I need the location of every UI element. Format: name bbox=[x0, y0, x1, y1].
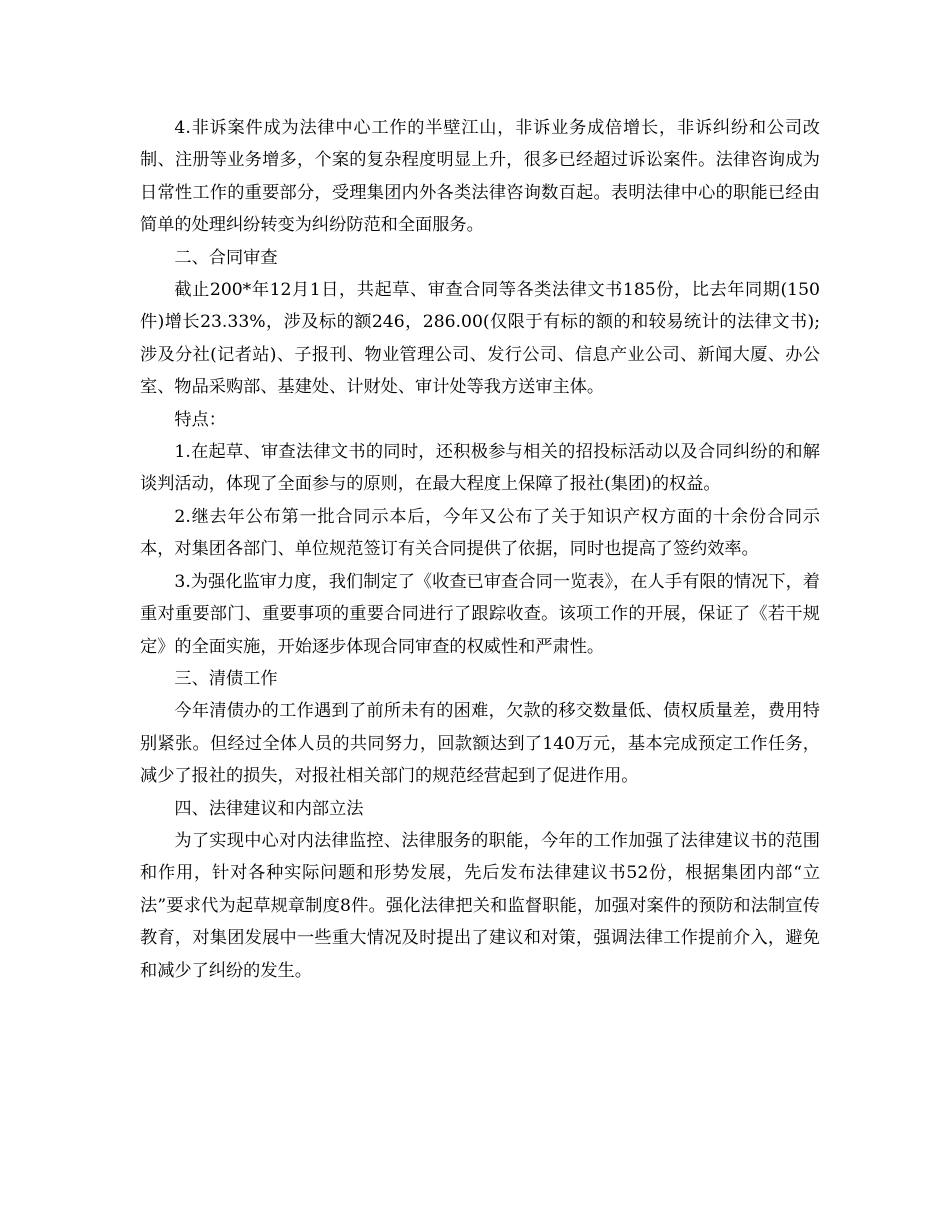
paragraph-feature-1: 1.在起草、审查法律文书的同时，还积极参与相关的招投标活动以及合同纠纷的和解谈判活动，体现了全面参与的原则，在最大程度上保障了报社(集团)的权益。 bbox=[140, 442, 820, 495]
section-heading-legal-advice: 四、法律建议和内部立法 bbox=[174, 798, 364, 819]
paragraph-non-litigation: 4.非诉案件成为法律中心工作的半壁江山，非诉业务成倍增长，非诉纠纷和公司改制、注册等业务增多，个案的复杂程度明显上升，很多已经超过诉讼案件。法律咨询成为日常性工作的重要部分，受理集团内外各类法律咨询数百起。表明法律中心的职能已经由简单的处理纠纷转变为纠纷防范和全面服务。 bbox=[140, 118, 820, 236]
paragraph-feature-2: 2.继去年公布第一批合同示本后，今年又公布了关于知识产权方面的十余份合同示本，对集团各部门、单位规范签订有关合同提供了依据，同时也提高了签约效率。 bbox=[140, 506, 820, 560]
paragraph-contract-stats: 截止200*年12月1日，共起草、审查合同等各类法律文书185份，比去年同期(150件)增长23.33%，涉及标的额246，286.00(仅限于有标的额的和较易统计的法律文书);涉及分社(记者站)、子报刊、物业管理公司、发行公司、信息产业公司、新闻大厦、办公室、物品采购部、基建处、计财处、审计处等我方送审主体。 bbox=[140, 280, 820, 398]
paragraph-debt-clearing: 今年清债办的工作遇到了前所未有的困难，欠款的移交数量低、债权质量差，费用特别紧张。但经过全体人员的共同努力，回款额达到了140万元，基本完成预定工作任务，减少了报社的损失，对报社相关部门的规范经营起到了促进作用。 bbox=[140, 701, 820, 787]
paragraph-legal-advice: 为了实现中心对内法律监控、法律服务的职能，今年的工作加强了法律建议书的范围和作用，针对各种实际问题和形势发展，先后发布法律建议书52份，根据集团内部“立法”要求代为起草规章制度8件。强化法律把关和监督职能，加强对案件的预防和法制宣传教育，对集团发展中一些重大情况及时提出了建议和对策，强调法律工作提前介入，避免和减少了纠纷的发生。 bbox=[140, 830, 820, 981]
section-heading-debt-clearing: 三、清债工作 bbox=[174, 668, 278, 689]
section-heading-contract-review: 二、合同审查 bbox=[174, 247, 278, 268]
document-page bbox=[140, 112, 820, 987]
subheading-features: 特点： bbox=[174, 409, 226, 430]
paragraph-feature-3: 3.为强化监审力度，我们制定了《收查已审查合同一览表》，在人手有限的情况下，着重对重要部门、重要事项的重要合同进行了跟踪收查。该项工作的开展，保证了《若干规定》的全面实施，开始逐步体现合同审查的权威性和严肃性。 bbox=[140, 571, 820, 657]
